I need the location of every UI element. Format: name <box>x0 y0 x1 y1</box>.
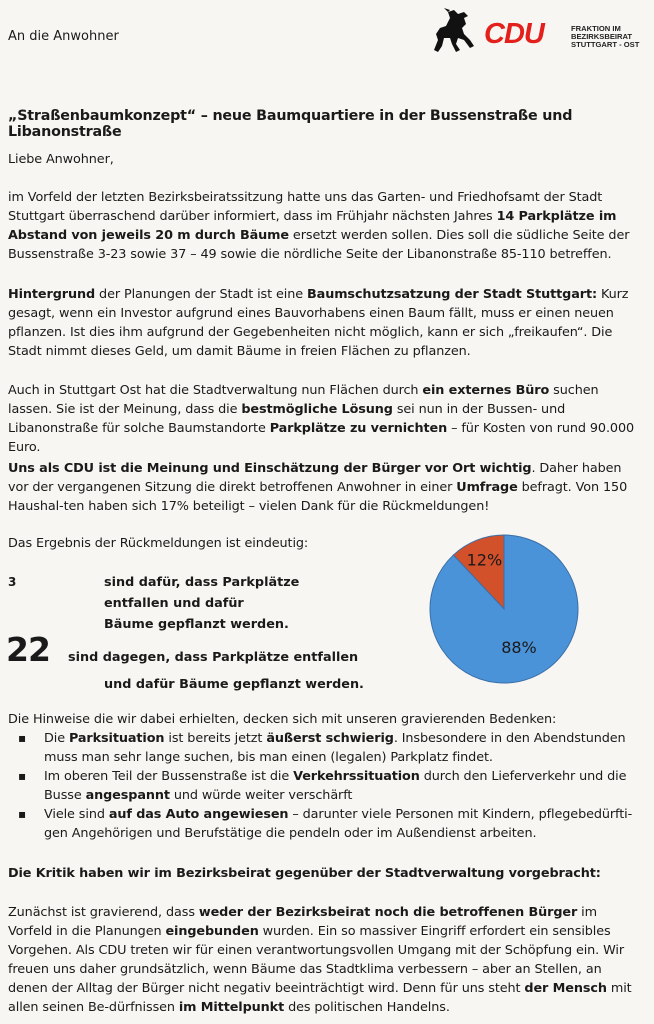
para3-text-1: Auch in Stuttgart Ost hat die Stadtverwaltung nun Flächen durch <box>8 383 423 398</box>
hint-item <box>44 767 642 805</box>
para2-text: der Planungen der Stadt ist eine <box>95 287 307 302</box>
pie-slice <box>430 535 578 683</box>
votes-for-count: 3 <box>8 575 17 589</box>
para1-highlight: 14 Parkplätze im Abstand von jeweils 20 m durch Bäume <box>8 209 617 243</box>
para4-highlight-2: Umfrage <box>456 480 518 495</box>
paragraph-survey <box>8 459 642 516</box>
para4-highlight-1: Uns als CDU ist die Meinung und Einschätzung der Bürger vor Ort wichtig <box>8 461 532 476</box>
para3-highlight-1: ein externes Büro <box>422 383 550 398</box>
fraktion-line-3: STUTTGART - OST <box>571 40 640 49</box>
votes-for-text <box>104 572 334 635</box>
para4-text-2: befragt. Von 150 Haushal-ten haben sich 17% beteiligt – vielen Dank für die Rückmeldungen! <box>8 480 628 514</box>
salutation: Liebe Anwohner, <box>8 152 114 167</box>
para4-text-1: . Daher haben vor der vergangenen Sitzung die direkt betroffenen Anwohner in einer <box>8 461 622 495</box>
hint-highlight: angespannt <box>85 788 170 803</box>
paragraph-intro <box>8 188 642 264</box>
para2-label: Hintergrund <box>8 287 96 302</box>
votes-against-text <box>68 644 368 698</box>
para3-highlight-2: bestmögliche Lösung <box>241 402 393 417</box>
closing-highlight-2: eingebunden <box>165 924 259 939</box>
paragraph-closing <box>8 903 642 1017</box>
hint-highlight: Verkehrssituation <box>293 769 420 784</box>
pie-slice-label: 88% <box>501 637 537 657</box>
fraktion-line-1: FRAKTION IM <box>571 24 621 33</box>
hint-text: ist bereits jetzt <box>164 731 267 746</box>
hint-item <box>44 805 642 843</box>
hints-list <box>8 729 642 843</box>
cdu-wordmark: CDU <box>484 18 544 50</box>
paragraph-background <box>8 285 642 361</box>
para2-text-end: Kurz gesagt, wenn ein Investor aufgrund eines Bauvorhabens einen Baum fällt, muss er einen neuen pflanzen. Ist dies ihm aufgrund der Gegebenheiten nicht möglich, kann er sich „freikaufen“. Die Stadt nimmt dieses Geld, um damit Bäume in freien Flächen zu pflanzen. <box>8 287 629 359</box>
para3-text-4: – für Kosten von rund 90.000 Euro. <box>8 421 635 455</box>
votes-against-line-2: und dafür Bäume gepflanzt werden. <box>104 677 364 692</box>
hint-highlight: auf das Auto angewiesen <box>108 807 289 822</box>
closing-highlight-3: der Mensch <box>524 981 607 996</box>
closing-highlight-1: weder der Bezirksbeirat noch die betroffenen Bürger <box>198 905 578 920</box>
hints-intro: Die Hinweise die wir dabei erhielten, decken sich mit unseren gravierenden Bedenken: <box>8 712 557 727</box>
hint-item <box>44 729 642 767</box>
para1-text: im Vorfeld der letzten Bezirksbeiratssitzung hatte uns das Garten- und Friedhofsamt der Stadt Stuttgart überraschend darüber informiert, dass im Frühjahr nächsten Jahres <box>8 190 603 224</box>
hint-text: – darunter viele Personen mit Kindern, pflegebedürfti-gen Angehörigen und Berufstätige die pendeln oder im Außendienst arbeiten. <box>44 807 633 841</box>
pie-slice-label: 12% <box>466 550 503 570</box>
hint-text: Die <box>44 731 69 746</box>
para1-text-end: ersetzt werden sollen. Dies soll die südliche Seite der Bussenstraße 3-23 sowie 37 – 49 sowie die nördliche Seite der Libanonstraße 85-110 betreffen. <box>8 228 630 262</box>
votes-against-count: 22 <box>6 630 50 669</box>
criticism-heading: Die Kritik haben wir im Bezirksbeirat gegenüber der Stadtverwaltung vorgebracht: <box>8 866 601 881</box>
hint-text: Im oberen Teil der Bussenstraße ist die <box>44 769 294 784</box>
hint-text: . Insbesondere in den Abendstunden muss man sehr lange suchen, bis man einen (legalen) Parkplatz findet. <box>44 731 626 765</box>
closing-text-5: des politischen Handelns. <box>284 1000 450 1015</box>
para3-text-2: suchen lassen. Sie ist der Meinung, dass die <box>8 383 599 417</box>
fraktion-line-2: BEZIRKSBEIRAT <box>571 32 633 41</box>
cdu-logo <box>428 6 650 54</box>
para3-highlight-3: Parkplätze zu vernichten <box>269 421 448 436</box>
fraktion-label <box>571 25 639 49</box>
paragraph-stuttgart-ost <box>8 381 642 457</box>
stuttgart-horse-icon <box>428 6 480 54</box>
hint-text: Viele sind <box>44 807 109 822</box>
hint-highlight: äußerst schwierig <box>266 731 394 746</box>
hint-highlight: Parksituation <box>68 731 165 746</box>
hint-text: und würde weiter verschärft <box>169 788 353 803</box>
survey-pie-chart <box>426 531 582 687</box>
votes-for-line-2: Bäume gepflanzt werden. <box>104 617 289 632</box>
closing-text-2: im Vorfeld in die Planungen <box>8 905 598 939</box>
result-intro: Das Ergebnis der Rückmeldungen ist eindeutig: <box>8 536 309 551</box>
para2-highlight: Baumschutzsatzung der Stadt Stuttgart: <box>307 287 598 302</box>
closing-text-1: Zunächst ist gravierend, dass <box>8 905 199 920</box>
para3-text-3: sei nun in der Bussen- und Libanonstraße für solche Baumstandorte <box>8 402 566 436</box>
addressee: An die Anwohner <box>8 29 119 44</box>
closing-text-3: wurden. Ein so massiver Eingriff erfordert ein sensibles Vorgehen. Als CDU treten wir für einen verantwortungsvollen Umgang mit der Schöpfung ein. Wir freuen uns daher grundsätzlich, wenn Bäume das Stadtklima verbessern – aber an Stellen, an denen der Alltag der Bürger nicht negativ beeinträchtigt wird. Denn für uns steht <box>8 924 625 996</box>
closing-highlight-4: im Mittelpunkt <box>178 1000 285 1015</box>
hint-text: durch den Lieferverkehr und die Busse <box>44 769 627 803</box>
closing-text-4: mit allen seinen Be-dürfnissen <box>8 981 632 1015</box>
votes-for-line-1: sind dafür, dass Parkplätze entfallen und dafür <box>104 575 300 611</box>
votes-against-line-1: sind dagegen, dass Parkplätze entfallen <box>68 650 359 665</box>
headline: „Straßenbaumkonzept“ – neue Baumquartiere in der Bussenstraße und Libanonstraße <box>8 108 573 140</box>
